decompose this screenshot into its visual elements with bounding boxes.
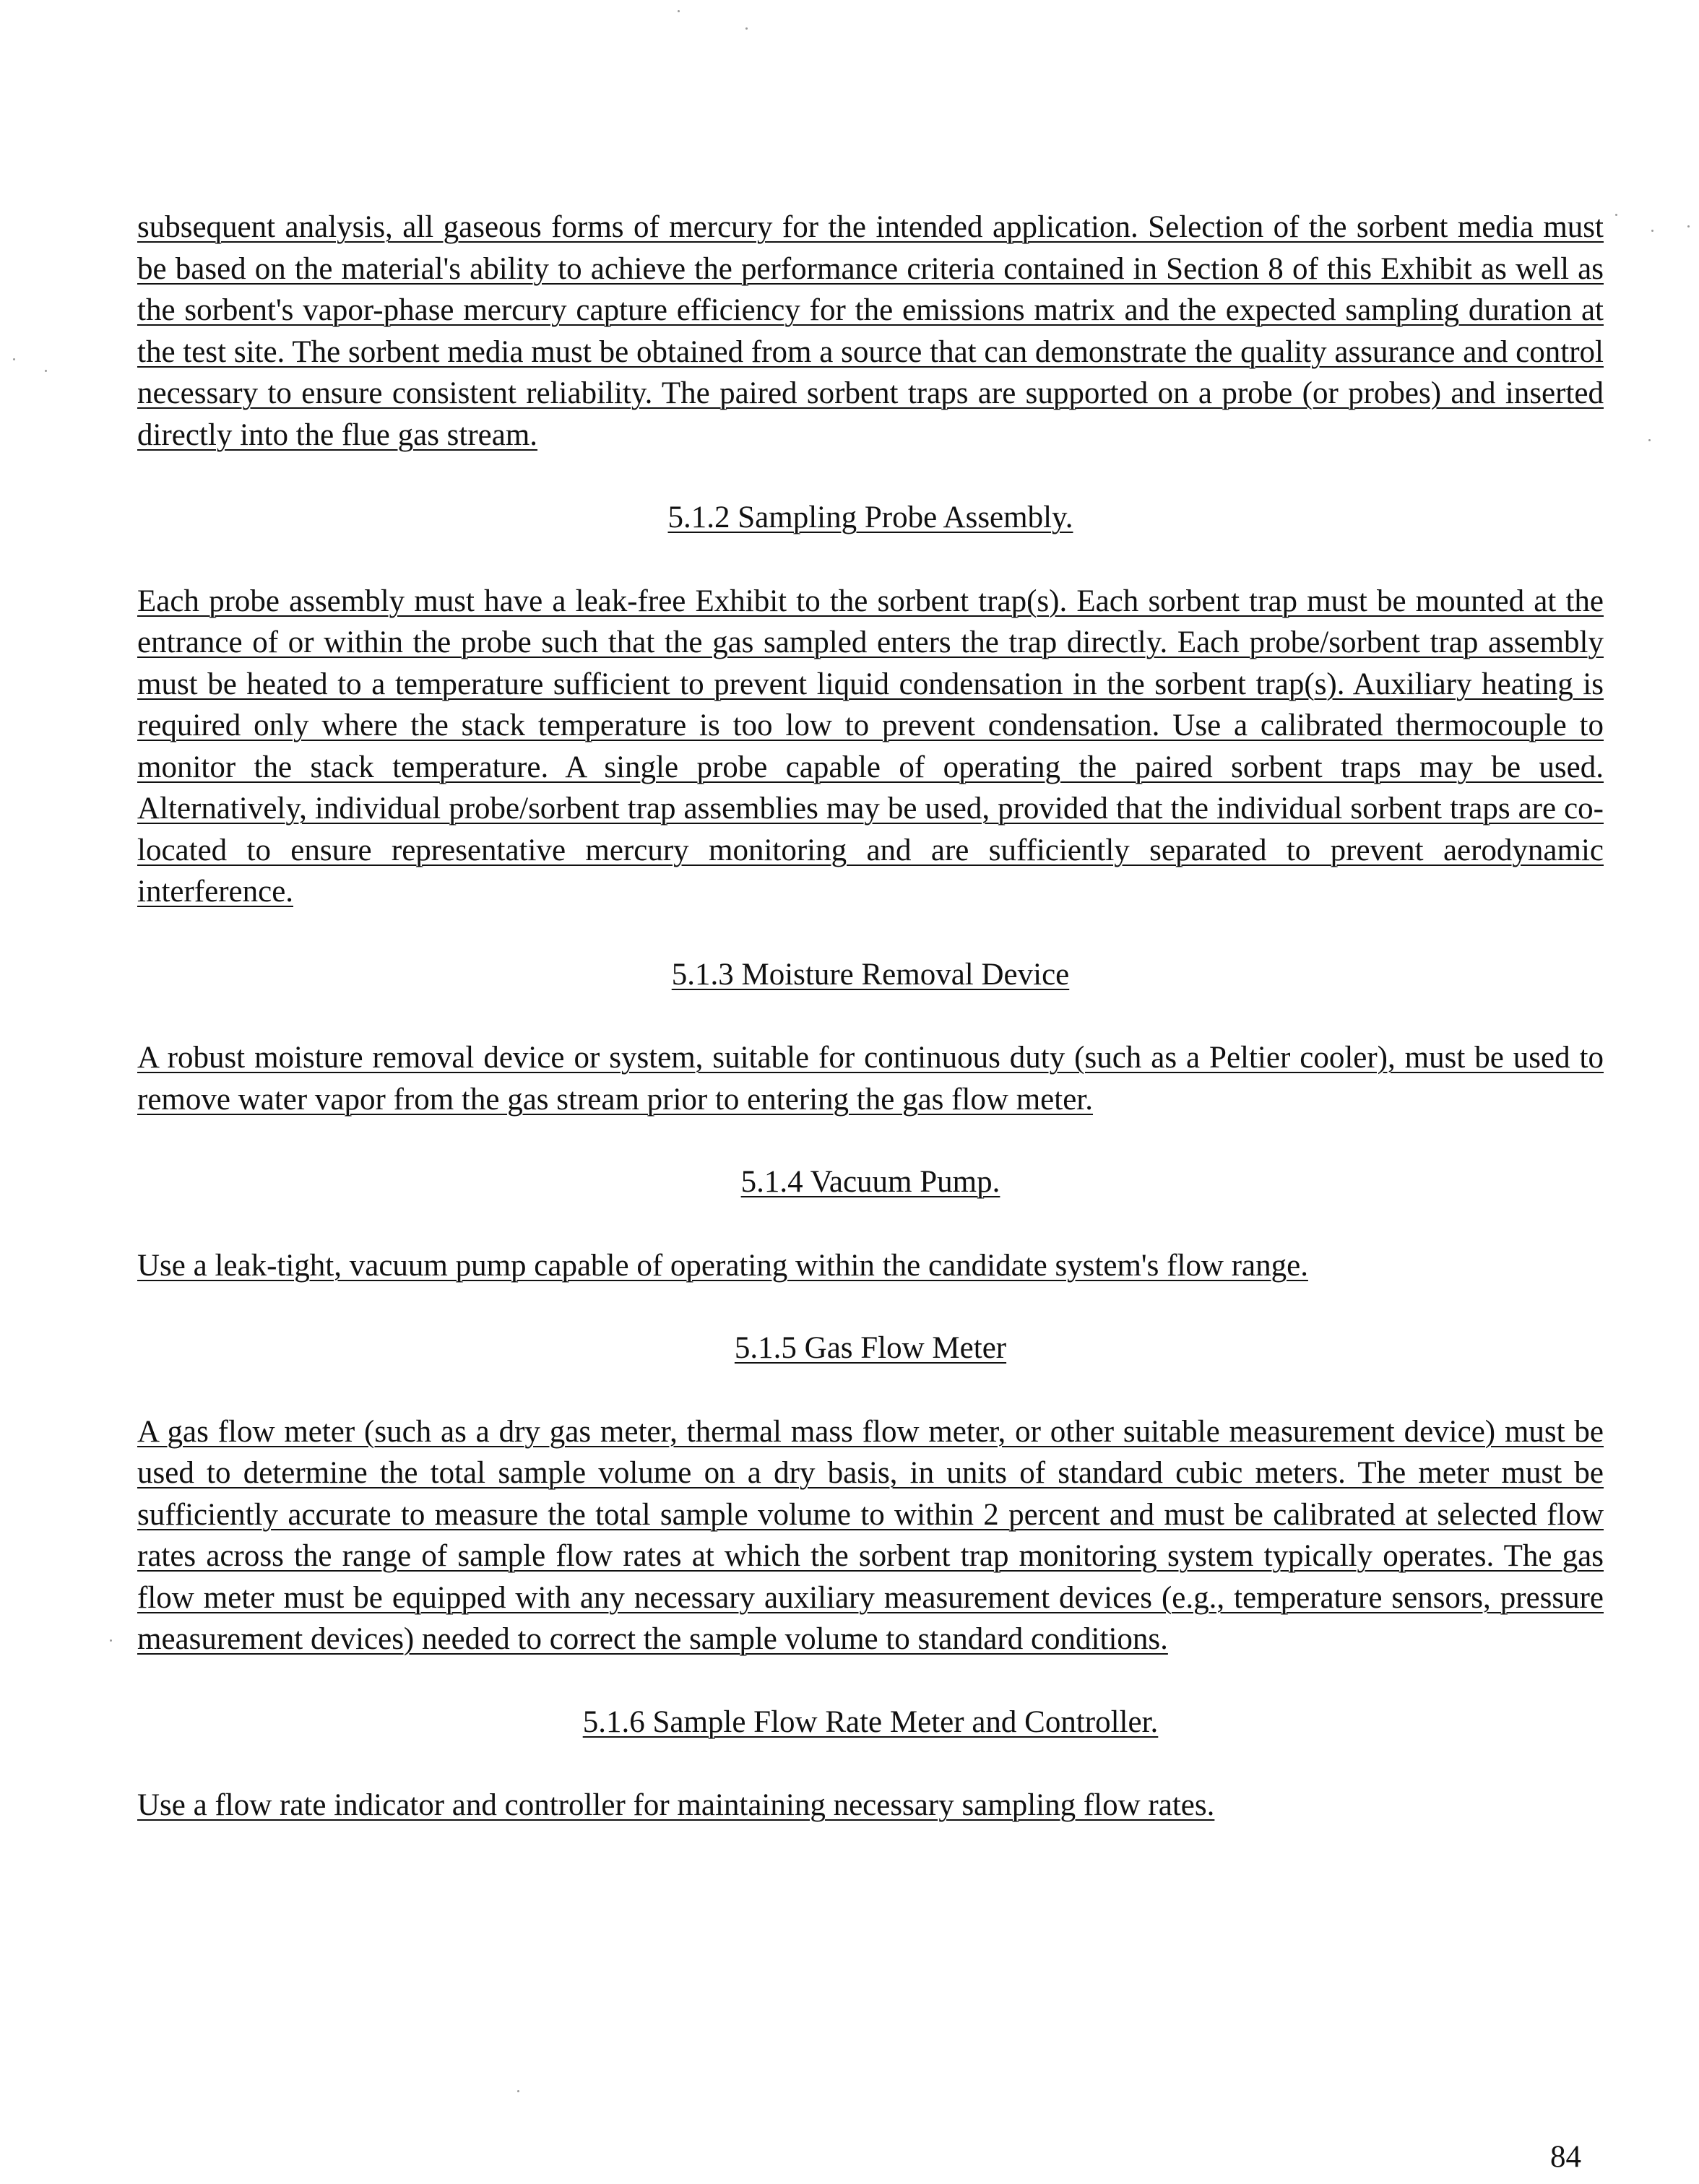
spacer — [137, 1120, 1604, 1161]
paragraph-sorbent-media: subsequent analysis, all gaseous forms of mercury for the intended application. Selection of the sorbent media must be based on the material's ability to achieve the performance criteria contained in Section 8 of this Exhibit as well as the sorbent's vapor-phase mercury capture efficiency for the emissions matrix and the expected sampling duration at the test site. The sorbent media must be obtained from a source that can demonstrate the quality assurance and control necessary to ensure consistent reliability. The paired sorbent traps are supported on a probe (or probes) and inserted directly into the flue gas stream. — [137, 210, 1604, 452]
scan-speck — [110, 1639, 112, 1642]
document-page — [137, 207, 1604, 1826]
scan-speck — [1687, 225, 1690, 228]
scan-speck — [1651, 230, 1653, 232]
spacer — [137, 1286, 1604, 1327]
scan-speck — [1648, 439, 1651, 441]
scan-speck — [517, 2090, 519, 2092]
paragraph-moisture-removal: A robust moisture removal device or system, suitable for continuous duty (such as a Peltier cooler), must be used to remove water vapor from the gas stream prior to entering the gas flow meter. — [137, 1041, 1604, 1117]
paragraph-flow-rate-controller: Use a flow rate indicator and controller for maintaining necessary sampling flow rates. — [137, 1788, 1215, 1822]
section-heading-5-1-4: 5.1.4 Vacuum Pump. — [740, 1165, 1000, 1199]
spacer — [137, 913, 1604, 954]
section-heading-5-1-2: 5.1.2 Sampling Probe Assembly. — [667, 500, 1073, 534]
paragraph-sampling-probe: Each probe assembly must have a leak-free Exhibit to the sorbent trap(s). Each sorbent trap must be mounted at the entrance of or within the probe such that the gas sampled enters the trap directly. Each probe/sorbent trap assembly must be heated to a temperature sufficient to prevent liquid condensation in the sorbent trap(s). Auxiliary heating is required only where the stack temperature is too low to prevent condensation. Use a calibrated thermocouple to monitor the stack temperature. A single probe capable of operating the paired sorbent traps may be used. Alternatively, individual probe/sorbent trap assemblies may be used, provided that the individual sorbent traps are co-located to ensure representative mercury monitoring and are sufficiently separated to prevent aerodynamic interference. — [137, 584, 1604, 909]
scan-speck — [678, 10, 680, 12]
scan-speck — [1615, 214, 1617, 216]
spacer — [137, 539, 1604, 581]
section-heading-5-1-6: 5.1.6 Sample Flow Rate Meter and Controller. — [582, 1704, 1159, 1739]
paragraph-gas-flow-meter: A gas flow meter (such as a dry gas meter, thermal mass flow meter, or other suitable measurement device) must be used to determine the total sample volume on a dry basis, in units of standard cubic meters. The meter must be sufficiently accurate to measure the total sample volume to within 2 percent and must be calibrated at selected flow rates across the range of sample flow rates at which the sorbent trap monitoring system typically operates. The gas flow meter must be equipped with any necessary auxiliary measurement devices (e.g., temperature sensors, pressure measurement devices) needed to correct the sample volume to standard conditions. — [137, 1414, 1604, 1656]
scan-speck — [45, 370, 47, 372]
page-number: 84 — [1550, 2140, 1581, 2174]
spacer — [137, 1203, 1604, 1245]
spacer — [137, 1743, 1604, 1785]
scan-speck — [13, 358, 15, 360]
scan-speck — [745, 27, 748, 30]
spacer — [137, 995, 1604, 1037]
spacer — [137, 1369, 1604, 1411]
spacer — [137, 456, 1604, 497]
section-heading-5-1-5: 5.1.5 Gas Flow Meter — [734, 1331, 1007, 1365]
paragraph-vacuum-pump: Use a leak-tight, vacuum pump capable of operating within the candidate system's flow range. — [137, 1248, 1308, 1283]
spacer — [137, 1660, 1604, 1702]
section-heading-5-1-3: 5.1.3 Moisture Removal Device — [671, 957, 1070, 992]
